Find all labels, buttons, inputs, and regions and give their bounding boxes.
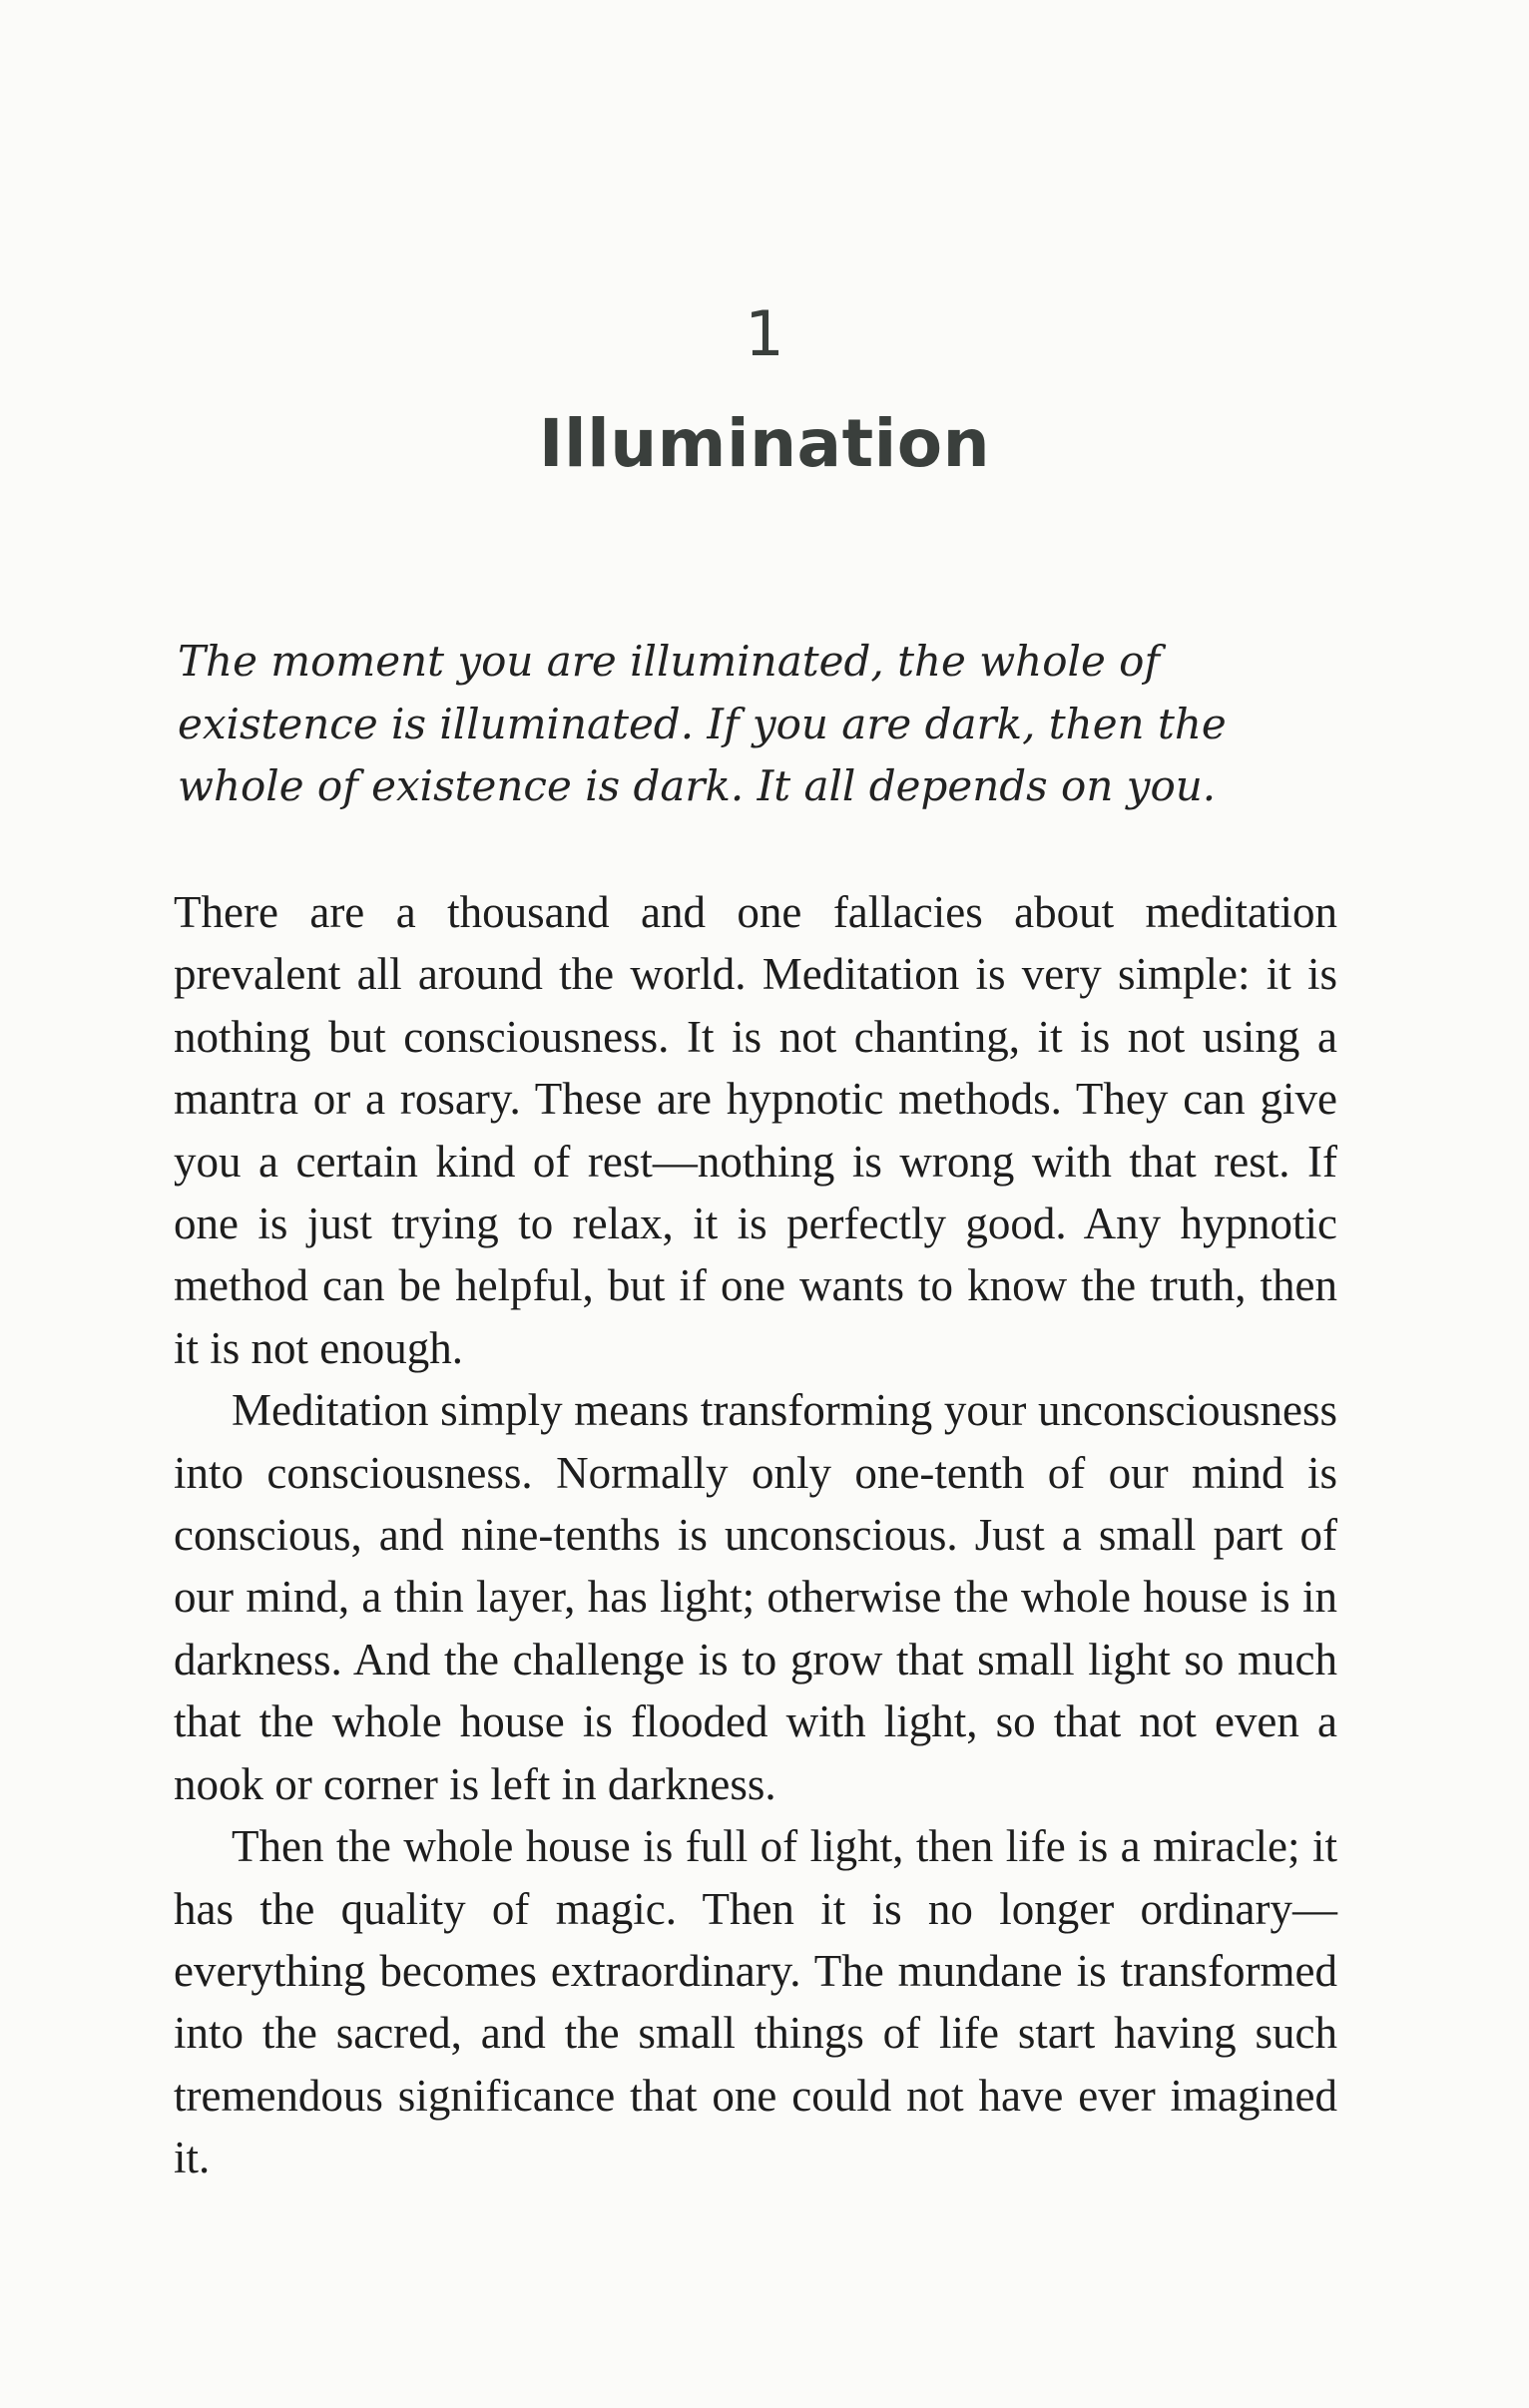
chapter-title: Illumination — [538, 405, 991, 482]
paragraph: Then the whole house is full of light, then life is a miracle; it has the quality of magic. Then it is no longer ordinary—everything becomes extraordinary. The mundane is transformed into the sacred, and the small things of life start having such tremendous significance that one could not have ever imagined it. — [174, 1821, 1337, 2183]
paragraph: Meditation simply means transforming your unconsciousness into consciousness. Normally only one-tenth of our mind is conscious, and nine-tenths is unconscious. Just a small part of our mind, a thin layer, has light; otherwise the whole house is in darkness. And the challenge is to grow that small light so much that the whole house is flooded with light, so that not even a nook or corner is left in darkness. — [174, 1385, 1337, 1809]
paragraph: There are a thousand and one fallacies about meditation prevalent all around the world. Meditation is very simple: it is nothing but consciousness. It is not chanting, it is not using a mantra or a rosary. These are hypnotic methods. They can give you a certain kind of rest—nothing is wrong with that rest. If one is just trying to relax, it is perfectly good. Any hypnotic method can be helpful, but if one wants to know the truth, then it is not enough. — [174, 887, 1337, 1373]
epigraph: The moment you are illuminated, the whole of existence is illuminated. If you are dark, then the whole of existence is dark. It all depends on you. — [178, 637, 1227, 810]
body-text — [174, 881, 1337, 2189]
chapter-number: 1 — [745, 297, 784, 370]
